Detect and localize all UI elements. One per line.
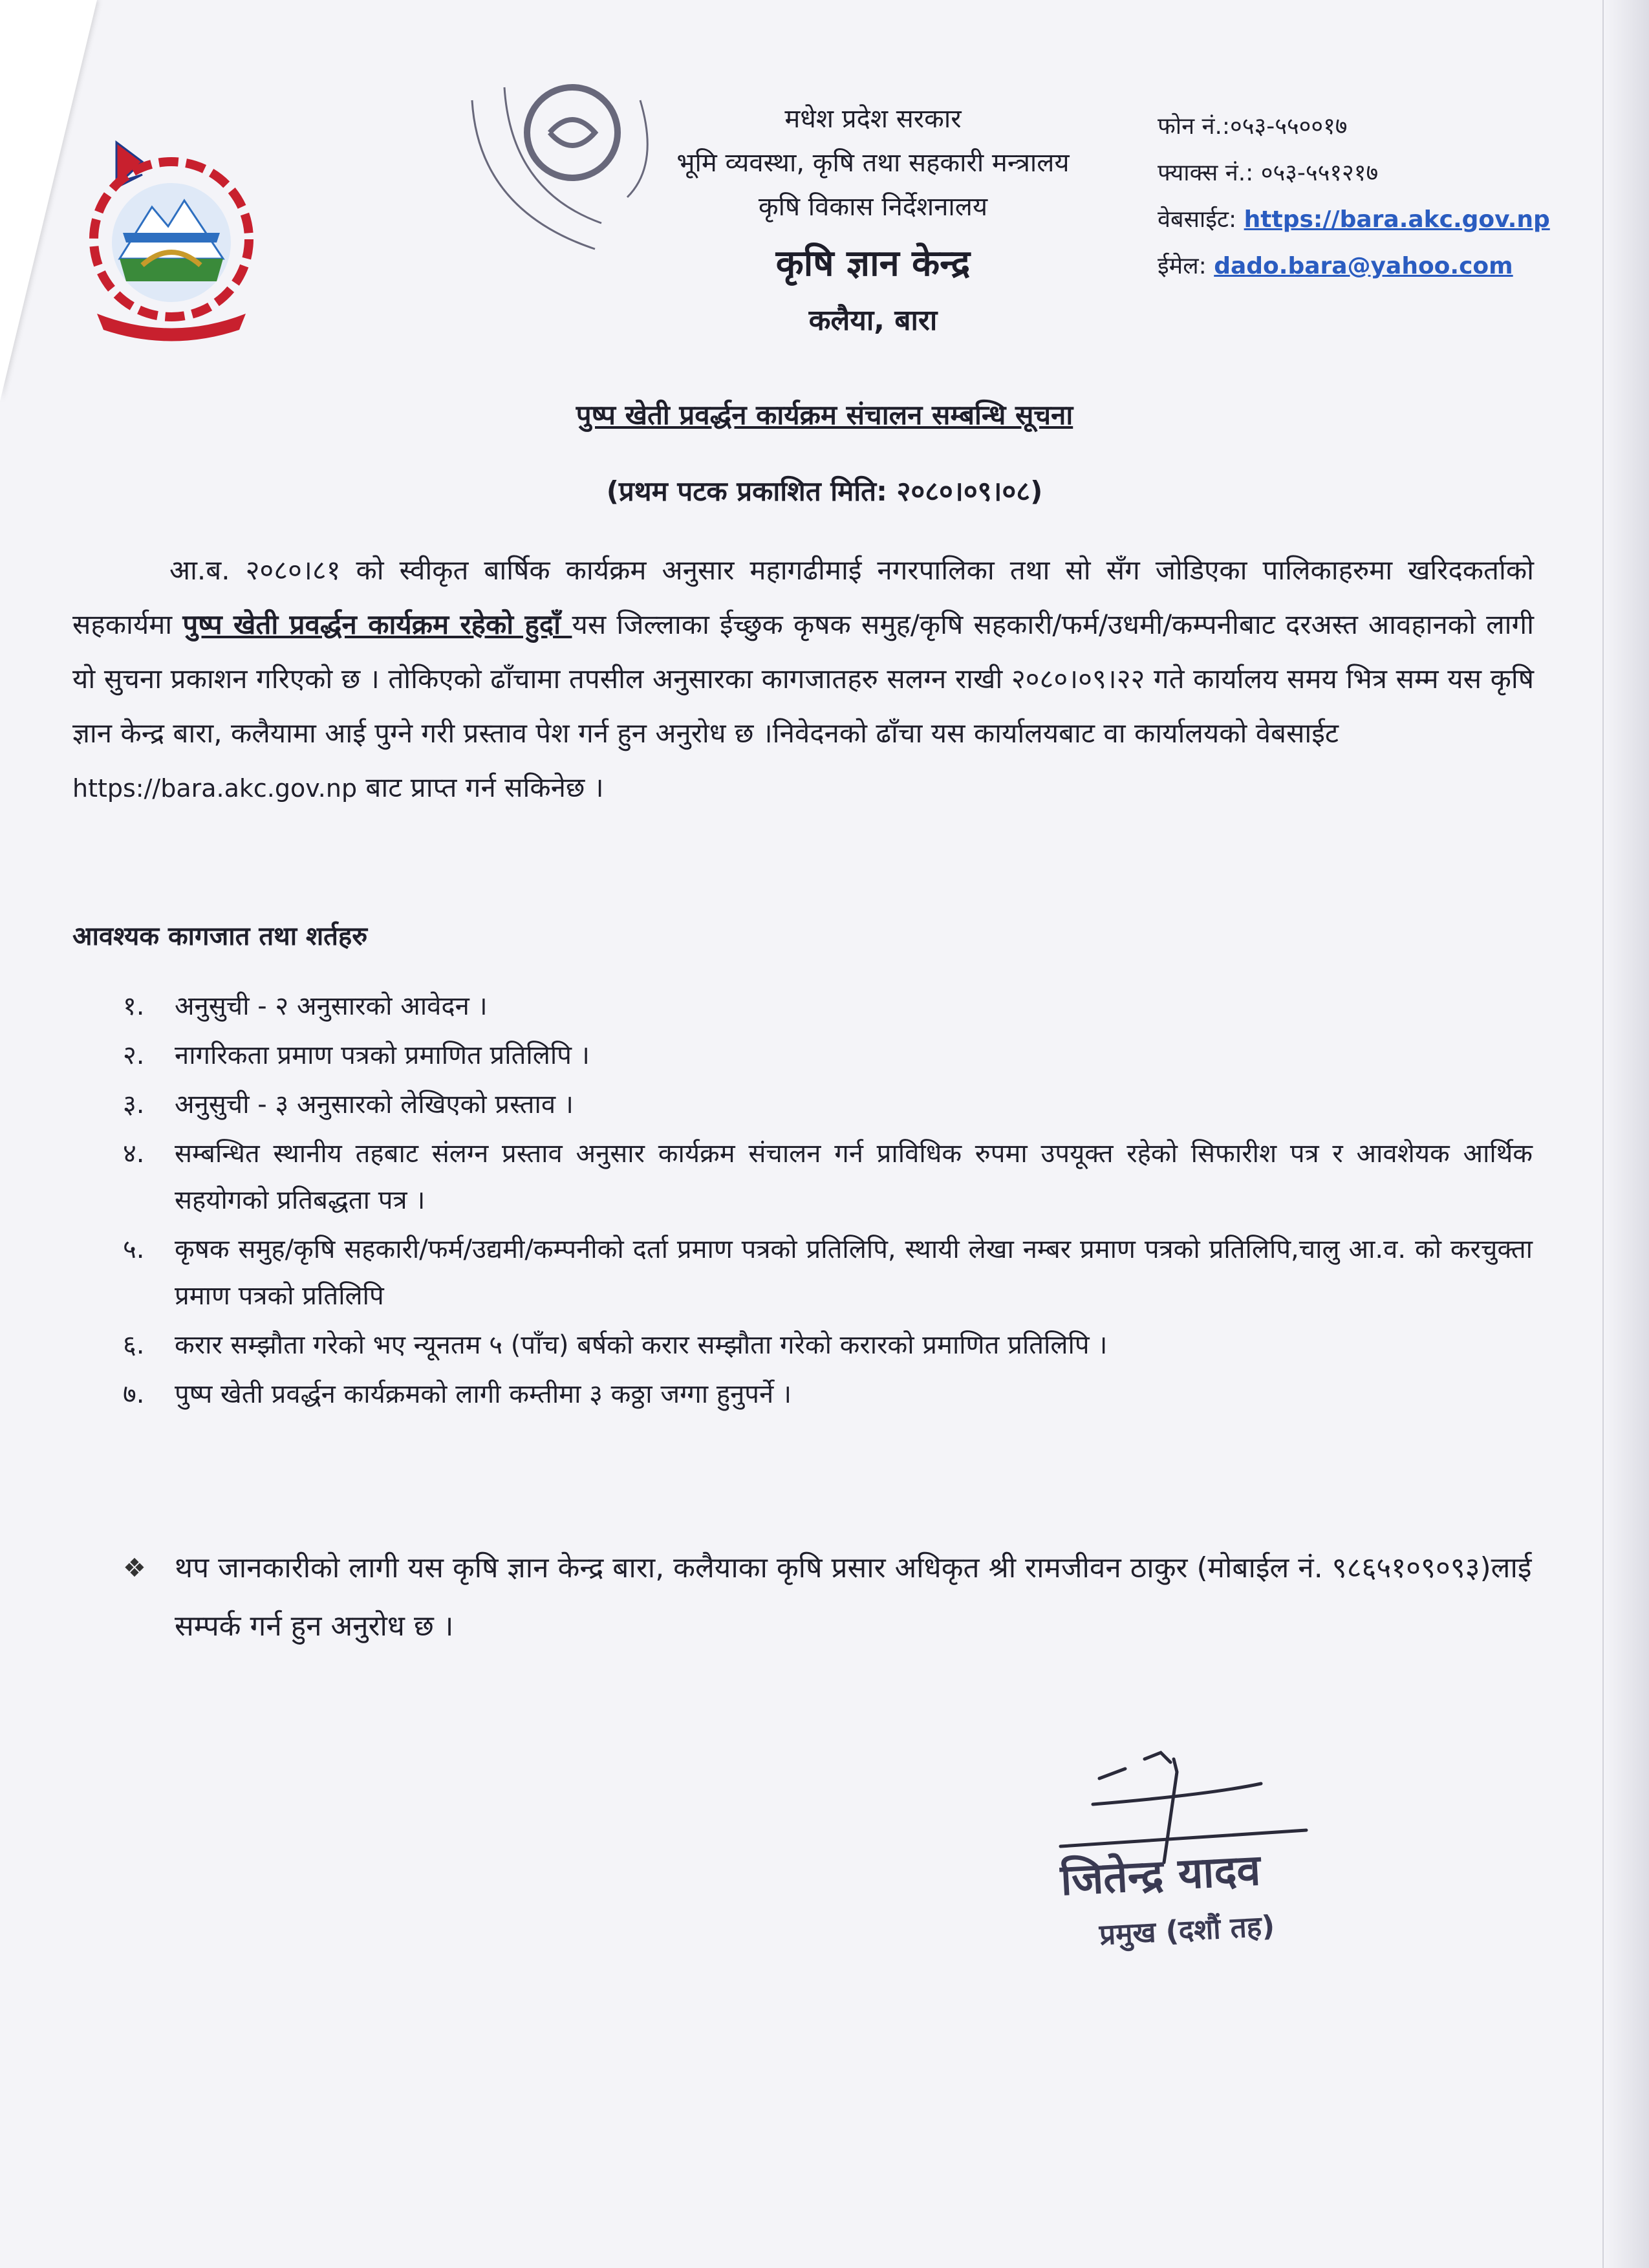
publication-date: (प्रथम पटक प्रकाशित मिति: २०८०।०९।०८) <box>606 475 1043 507</box>
requirements-heading: आवश्यक कागजात तथा शर्तहरु <box>72 922 368 951</box>
phone-number: फोन नं.:०५३-५५००१७ <box>1158 113 1348 140</box>
body-highlight: पुष्प खेती प्रवर्द्धन कार्यक्रम रहेको हुदाँ <box>182 609 572 640</box>
body-text-1: आ.ब. २०८०।८१ को स्वीकृत बार्षिक कार्यक्रम अनुसार महागढीमाई नगरपालिका तथा सो सँग जोडिएका पालिकाहरुमा खरिदकर्ताको सहकार्यमा <box>72 554 1534 640</box>
signatory-name: जितेन्द्र यादव <box>1059 1844 1262 1905</box>
list-item: २. नागरिकता प्रमाण पत्रको प्रमाणित प्रतिलिपि । <box>123 1041 590 1070</box>
contact-note <box>123 1539 1584 1656</box>
note-text: थप जानकारीको लागी यस कृषि ज्ञान केन्द्र बारा, कलैयाका कृषि प्रसार अधिकृत श्री रामजीवन ठाकुर (मोबाईल नं. ९८६५१०९०९३)लाई सम्पर्क गर्न हुन अनुरोध छ । <box>175 1551 1532 1643</box>
requirements-list <box>123 983 1533 1420</box>
website-label: वेबसाईट: <box>1158 206 1237 233</box>
list-item: ३. अनुसुची - ३ अनुसारको लेखिएको प्रस्ताव । <box>123 1090 574 1119</box>
notice-title: पुष्प खेती प्रवर्द्धन कार्यक्रम संचालन सम्बन्धि सूचना <box>576 399 1073 431</box>
list-item: ६. करार सम्झौता गरेको भए न्यूनतम ५ (पाँच) बर्षको करार सम्झौता गरेको करारको प्रमाणित प्रतिलिपि । <box>123 1330 1108 1360</box>
office-name: कृषि ज्ञान केन्द्र <box>775 243 971 285</box>
list-item: ७. पुष्प खेती प्रवर्द्धन कार्यक्रमको लागी कम्तीमा ३ कठ्ठा जग्गा हुनुपर्ने । <box>123 1379 792 1409</box>
contact-block <box>1158 103 1571 290</box>
email-row <box>1158 243 1571 290</box>
list-item: ४. सम्बन्धित स्थानीय तहबाट संलग्न प्रस्ताव अनुसार कार्यक्रम संचालन गर्न प्राविधिक रुपमा उपयूक्त रहेको सिफारीश पत्र र आवशेयक आर्थिक सहयोगको प्रतिबद्धता पत्र । <box>123 1139 1533 1215</box>
nepal-emblem-icon <box>71 136 272 343</box>
email-label: ईमेल: <box>1158 253 1207 279</box>
body-text-3: बाट प्राप्त गर्न सकिनेछ । <box>357 772 604 803</box>
signatory-role: प्रमुख (दशौं तह) <box>1098 1909 1276 1952</box>
list-item: ५. कृषक समुह/कृषि सहकारी/फर्म/उद्यमी/कम्पनीको दर्ता प्रमाण पत्रको प्रतिलिपि, स्थायी लेखा नम्बर प्रमाण पत्रको प्रतिलिपि,चालु आ.व. को करचुक्ता प्रमाण पत्रको प्रतिलिपि <box>123 1235 1533 1311</box>
province-government: मधेश प्रदेश सरकार <box>784 104 962 134</box>
email-link[interactable]: dado.bara@yahoo.com <box>1214 253 1513 279</box>
diamond-bullet-icon: ❖ <box>123 1553 146 1583</box>
ministry-name: भूमि व्यवस्था, कृषि तथा सहकारी मन्त्रालय <box>676 148 1070 178</box>
list-item: १. अनुसुची - २ अनुसारको आवेदन । <box>123 991 488 1021</box>
office-location: कलैया, बारा <box>808 304 938 338</box>
page-edge <box>1602 0 1649 2268</box>
notice-body <box>72 543 1534 815</box>
fax-number: फ्याक्स नं.: ०५३-५५१२१७ <box>1158 160 1379 186</box>
body-url: https://bara.akc.gov.np <box>72 774 358 803</box>
office-header <box>647 97 1099 345</box>
website-row <box>1158 197 1571 243</box>
body-text-2: यस जिल्लाका ईच्छुक कृषक समुह/कृषि सहकारी/फर्म/उधमी/कम्पनीबाट दरअस्त आवहानको लागी यो सुचना प्रकाशन गरिएको छ । तोकिएको ढाँचामा तपसील अनुसारका कागजातहरु सलग्न राखी २०८०।०९।२२ गते कार्यालय समय भित्र सम्म यस कृषि ज्ञान केन्द्र बारा, कलैयामा आई पुग्ने गरी प्रस्ताव पेश गर्न हुन अनुरोध छ ।निवेदनको ढाँचा यस कार्यालयबाट वा कार्यालयको वेबसाईट <box>72 609 1534 749</box>
directorate-name: कृषि विकास निर्देशनालय <box>758 192 988 222</box>
website-link[interactable]: https://bara.akc.gov.np <box>1244 206 1550 233</box>
